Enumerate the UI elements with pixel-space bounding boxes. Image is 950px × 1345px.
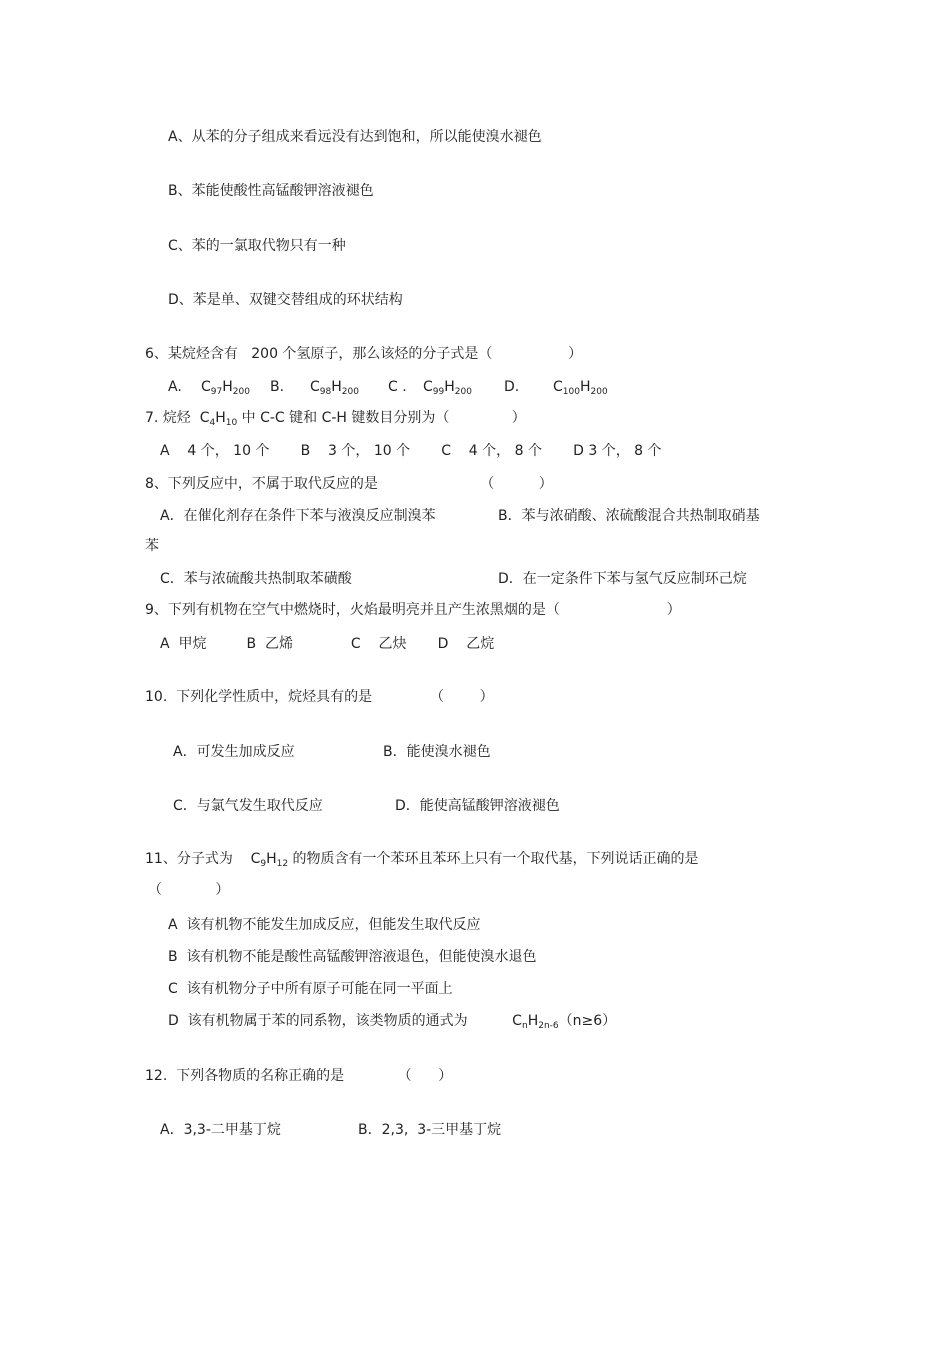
q11-option-b: B 该有机物不能是酸性高锰酸钾溶液退色，但能使溴水退色 xyxy=(168,949,537,965)
q6-option-c: C . xyxy=(388,379,407,395)
q6-option-a-formula: $C_{97}H_{200}$ xyxy=(201,379,250,397)
q12-option-a: A．3,3-二甲基丁烷 xyxy=(160,1122,281,1138)
q11-option-a: A 该有机物不能发生加成反应，但能发生取代反应 xyxy=(168,917,481,933)
q7-stem: 7. 烷烃 $C_4H_{10}$ 中 C-C 键和 C-H 键数目分别为（ ） xyxy=(145,410,526,428)
q11-answer-paren: （ ） xyxy=(148,882,230,898)
q8-stem: 8、下列反应中，不属于取代反应的是 （ ） xyxy=(145,476,553,492)
q10-stem: 10. 下列化学性质中，烷烃具有的是 （ ） xyxy=(145,689,494,705)
q6-option-d-formula: $C_{100}H_{200}$ xyxy=(553,379,608,397)
q10-option-c: C．与氯气发生取代反应 xyxy=(173,798,323,814)
q6-stem: 6、某烷烃含有 200 个氢原子，那么该烃的分子式是（ ） xyxy=(145,346,583,362)
q8-option-b-continued: 苯 xyxy=(145,538,159,554)
q6-option-a: A. xyxy=(168,379,182,395)
q8-option-d: D．在一定条件下苯与氢气反应制环己烷 xyxy=(498,571,747,587)
q6-option-d: D. xyxy=(504,379,520,395)
q6-option-c-formula: $C_{99}H_{200}$ xyxy=(423,379,472,397)
q11-option-d: D 该有机物属于苯的同系物，该类物质的通式为 $C_nH_{2n-6}(n\ge 6)$ xyxy=(168,1013,617,1031)
q8-option-b: B．苯与浓硝酸、浓硫酸混合共热制取硝基 xyxy=(498,508,760,524)
prev-option-b: B、苯能使酸性高锰酸钾溶液褪色 xyxy=(168,183,374,199)
q8-option-c: C．苯与浓硫酸共热制取苯磺酸 xyxy=(160,571,352,587)
q12-option-b: B．2,3, 3-三甲基丁烷 xyxy=(358,1122,502,1138)
q7-options: A 4 个， 10 个 B 3 个， 10 个 C 4 个， 8 个 D 3 个， 8 个 xyxy=(160,443,662,459)
prev-option-a: A、从苯的分子组成来看远没有达到饱和，所以能使溴水褪色 xyxy=(168,129,542,145)
q6-option-b-formula: $C_{98}H_{200}$ xyxy=(310,379,359,397)
q10-option-d: D．能使高锰酸钾溶液褪色 xyxy=(395,798,560,814)
q9-options: A 甲烷 B 乙烯 C 乙炔 D 乙烷 xyxy=(160,636,495,652)
q10-option-a: A．可发生加成反应 xyxy=(173,744,295,760)
q11-option-c: C 该有机物分子中所有原子可能在同一平面上 xyxy=(168,981,453,997)
q8-option-a: A．在催化剂存在条件下苯与液溴反应制溴苯 xyxy=(160,508,436,524)
prev-option-c: C、苯的一氯取代物只有一种 xyxy=(168,238,346,254)
prev-option-d: D、苯是单、双键交替组成的环状结构 xyxy=(168,292,403,308)
q10-option-b: B．能使溴水褪色 xyxy=(383,744,491,760)
q6-option-b: B. xyxy=(270,379,285,395)
q9-stem: 9、下列有机物在空气中燃烧时，火焰最明亮并且产生浓黑烟的是（ ） xyxy=(145,602,681,618)
q12-stem: 12. 下列各物质的名称正确的是 （ ） xyxy=(145,1068,453,1084)
q11-stem: 11、分子式为 $C_9H_{12}$ 的物质含有一个苯环且苯环上只有一个取代基，下列说话正确的是 xyxy=(145,851,699,869)
